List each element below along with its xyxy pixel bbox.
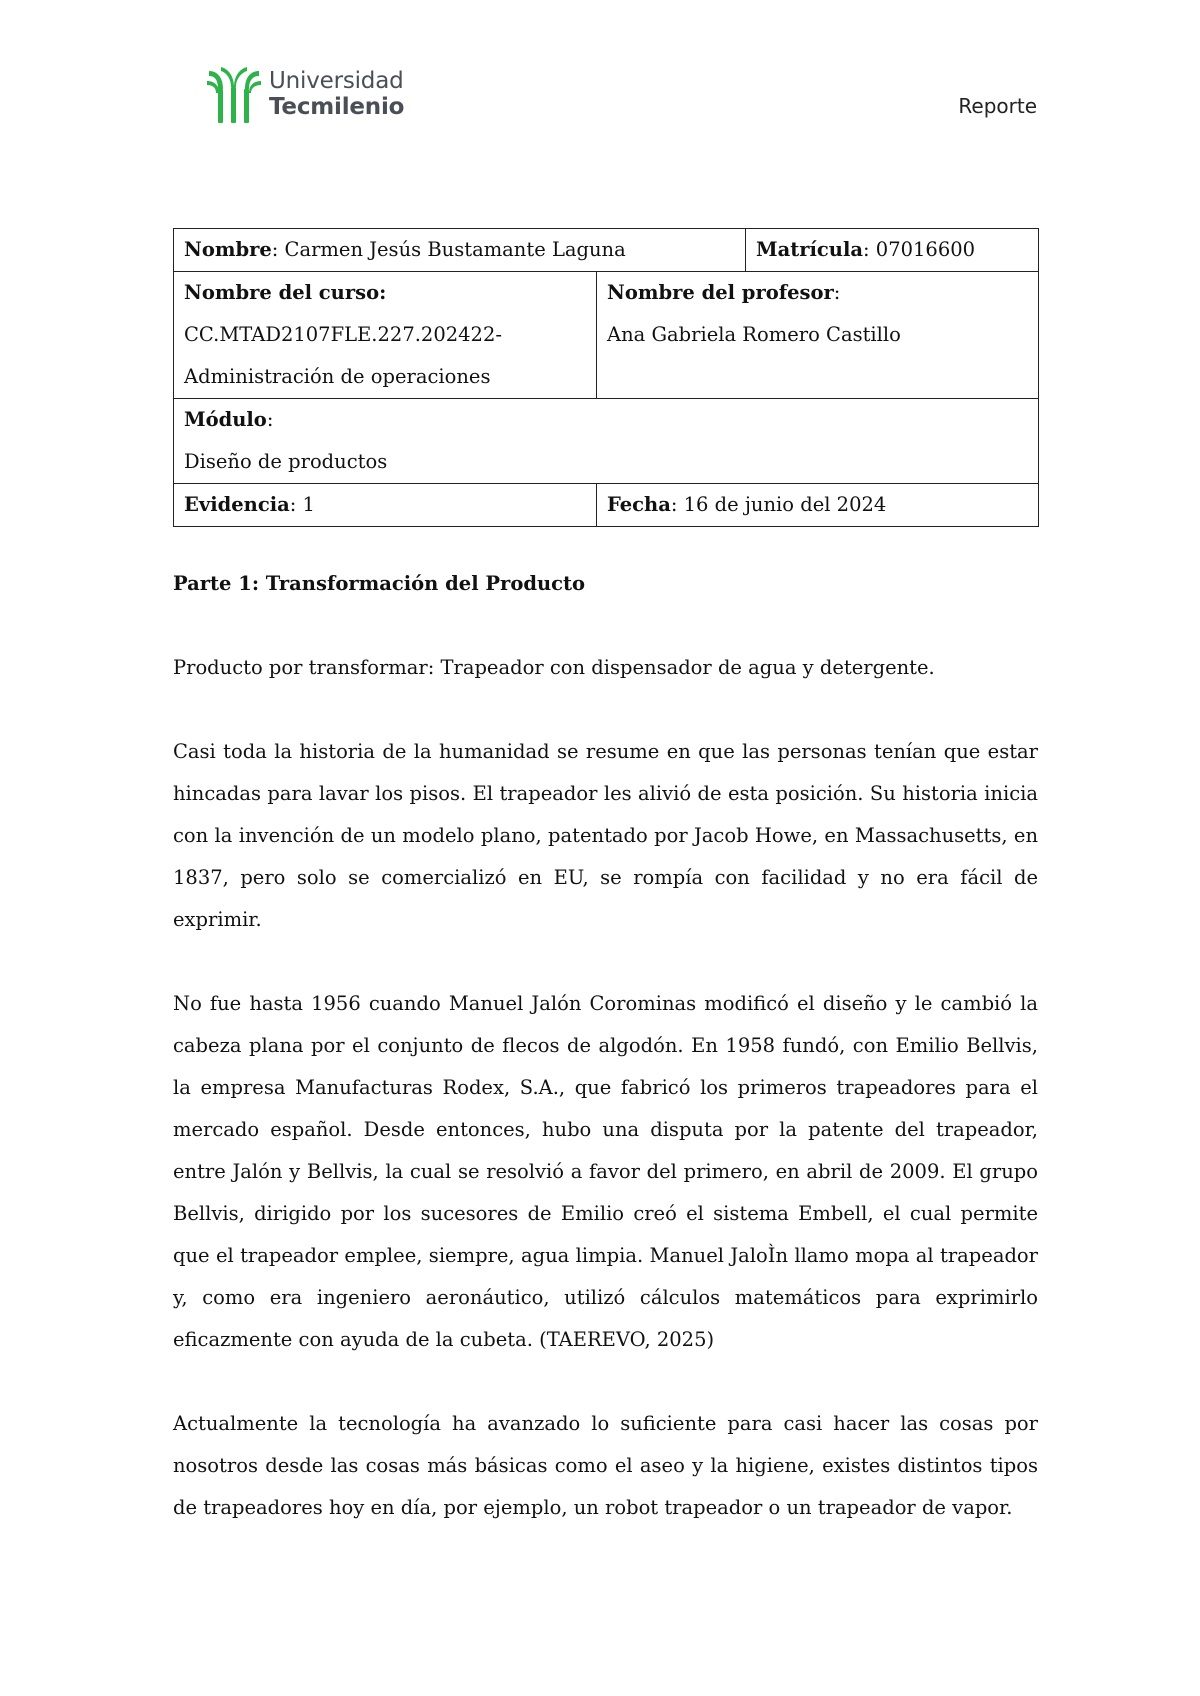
cell-fecha	[597, 484, 1039, 527]
curso-line2: Administración de operaciones	[184, 365, 491, 388]
cell-modulo	[174, 399, 1039, 484]
logo-line-universidad: Universidad	[269, 67, 404, 94]
paragraph-jalon: No fue hasta 1956 cuando Manuel Jalón Corominas modificó el diseño y le cambió la cabeza plana por el conjunto de flecos de algodón. En 1958 fundó, con Emilio Bellvis, la empresa Manufacturas Rodex, S.A., que fabricó los primeros trapeadores para el mercado español. Desde entonces, hubo una disputa por la patente del trapeador, entre Jalón y Bellvis, la cual se resolvió a favor del primero, en abril de 2009. El grupo Bellvis, dirigido por los sucesores de Emilio creó el sistema Embell, el cual permite que el trapeador emplee, siempre, agua limpia. Manuel JaloÌn llamo mopa al trapeador y, como era ingeniero aeronáutico, utilizó cálculos matemáticos para exprimirlo eficazmente con ayuda de la cubeta. (TAEREVO, 2025)	[173, 992, 1038, 1351]
nombre-label: Nombre	[184, 238, 272, 261]
report-body	[173, 563, 1038, 1571]
paragraph-technology: Actualmente la tecnología ha avanzado lo suficiente para casi hacer las cosas por nosotros desde las cosas más básicas como el aseo y la higiene, existes distintos tipos de trapeadores hoy en día, por ejemplo, un robot trapeador o un trapeador de vapor.	[173, 1412, 1038, 1519]
evidencia-value: : 1	[289, 493, 315, 516]
section-heading: Parte 1: Transformación del Producto	[173, 572, 586, 595]
modulo-colon: :	[266, 408, 274, 431]
table-row	[174, 399, 1039, 484]
tecmilenio-leaf-icon	[207, 65, 261, 123]
curso-line1: CC.MTAD2107FLE.227.202422-	[184, 323, 502, 346]
modulo-value: Diseño de productos	[184, 450, 388, 473]
cell-nombre	[174, 229, 746, 272]
table-row	[174, 484, 1039, 527]
matricula-value: : 07016600	[863, 238, 976, 261]
logo-line-tecmilenio: Tecmilenio	[269, 93, 405, 120]
paragraph-product: Producto por transformar: Trapeador con dispensador de agua y detergente.	[173, 656, 935, 679]
profesor-colon: :	[833, 281, 841, 304]
fecha-label: Fecha	[607, 493, 671, 516]
modulo-label: Módulo	[184, 408, 267, 431]
cell-matricula	[746, 229, 1039, 272]
report-label: Reporte	[958, 94, 1037, 118]
logo-wordmark	[269, 67, 405, 120]
matricula-label: Matrícula	[756, 238, 864, 261]
paragraph-history: Casi toda la historia de la humanidad se resume en que las personas tenían que estar hincadas para lavar los pisos. El trapeador les alivió de esta posición. Su historia inicia con la invención de un modelo plano, patentado por Jacob Howe, en Massachusetts, en 1837, pero solo se comercializó en EU, se rompía con facilidad y no era fácil de exprimir.	[173, 740, 1038, 931]
university-logo	[207, 64, 412, 124]
profesor-value: Ana Gabriela Romero Castillo	[607, 323, 901, 346]
table-row	[174, 229, 1039, 272]
table-row	[174, 272, 1039, 399]
student-info-table	[173, 228, 1039, 527]
nombre-value: : Carmen Jesús Bustamante Laguna	[271, 238, 626, 261]
cell-evidencia	[174, 484, 597, 527]
fecha-value: : 16 de junio del 2024	[670, 493, 887, 516]
evidencia-label: Evidencia	[184, 493, 290, 516]
cell-profesor	[597, 272, 1039, 399]
cell-curso	[174, 272, 597, 399]
curso-label: Nombre del curso:	[184, 281, 387, 304]
profesor-label: Nombre del profesor	[607, 281, 834, 304]
